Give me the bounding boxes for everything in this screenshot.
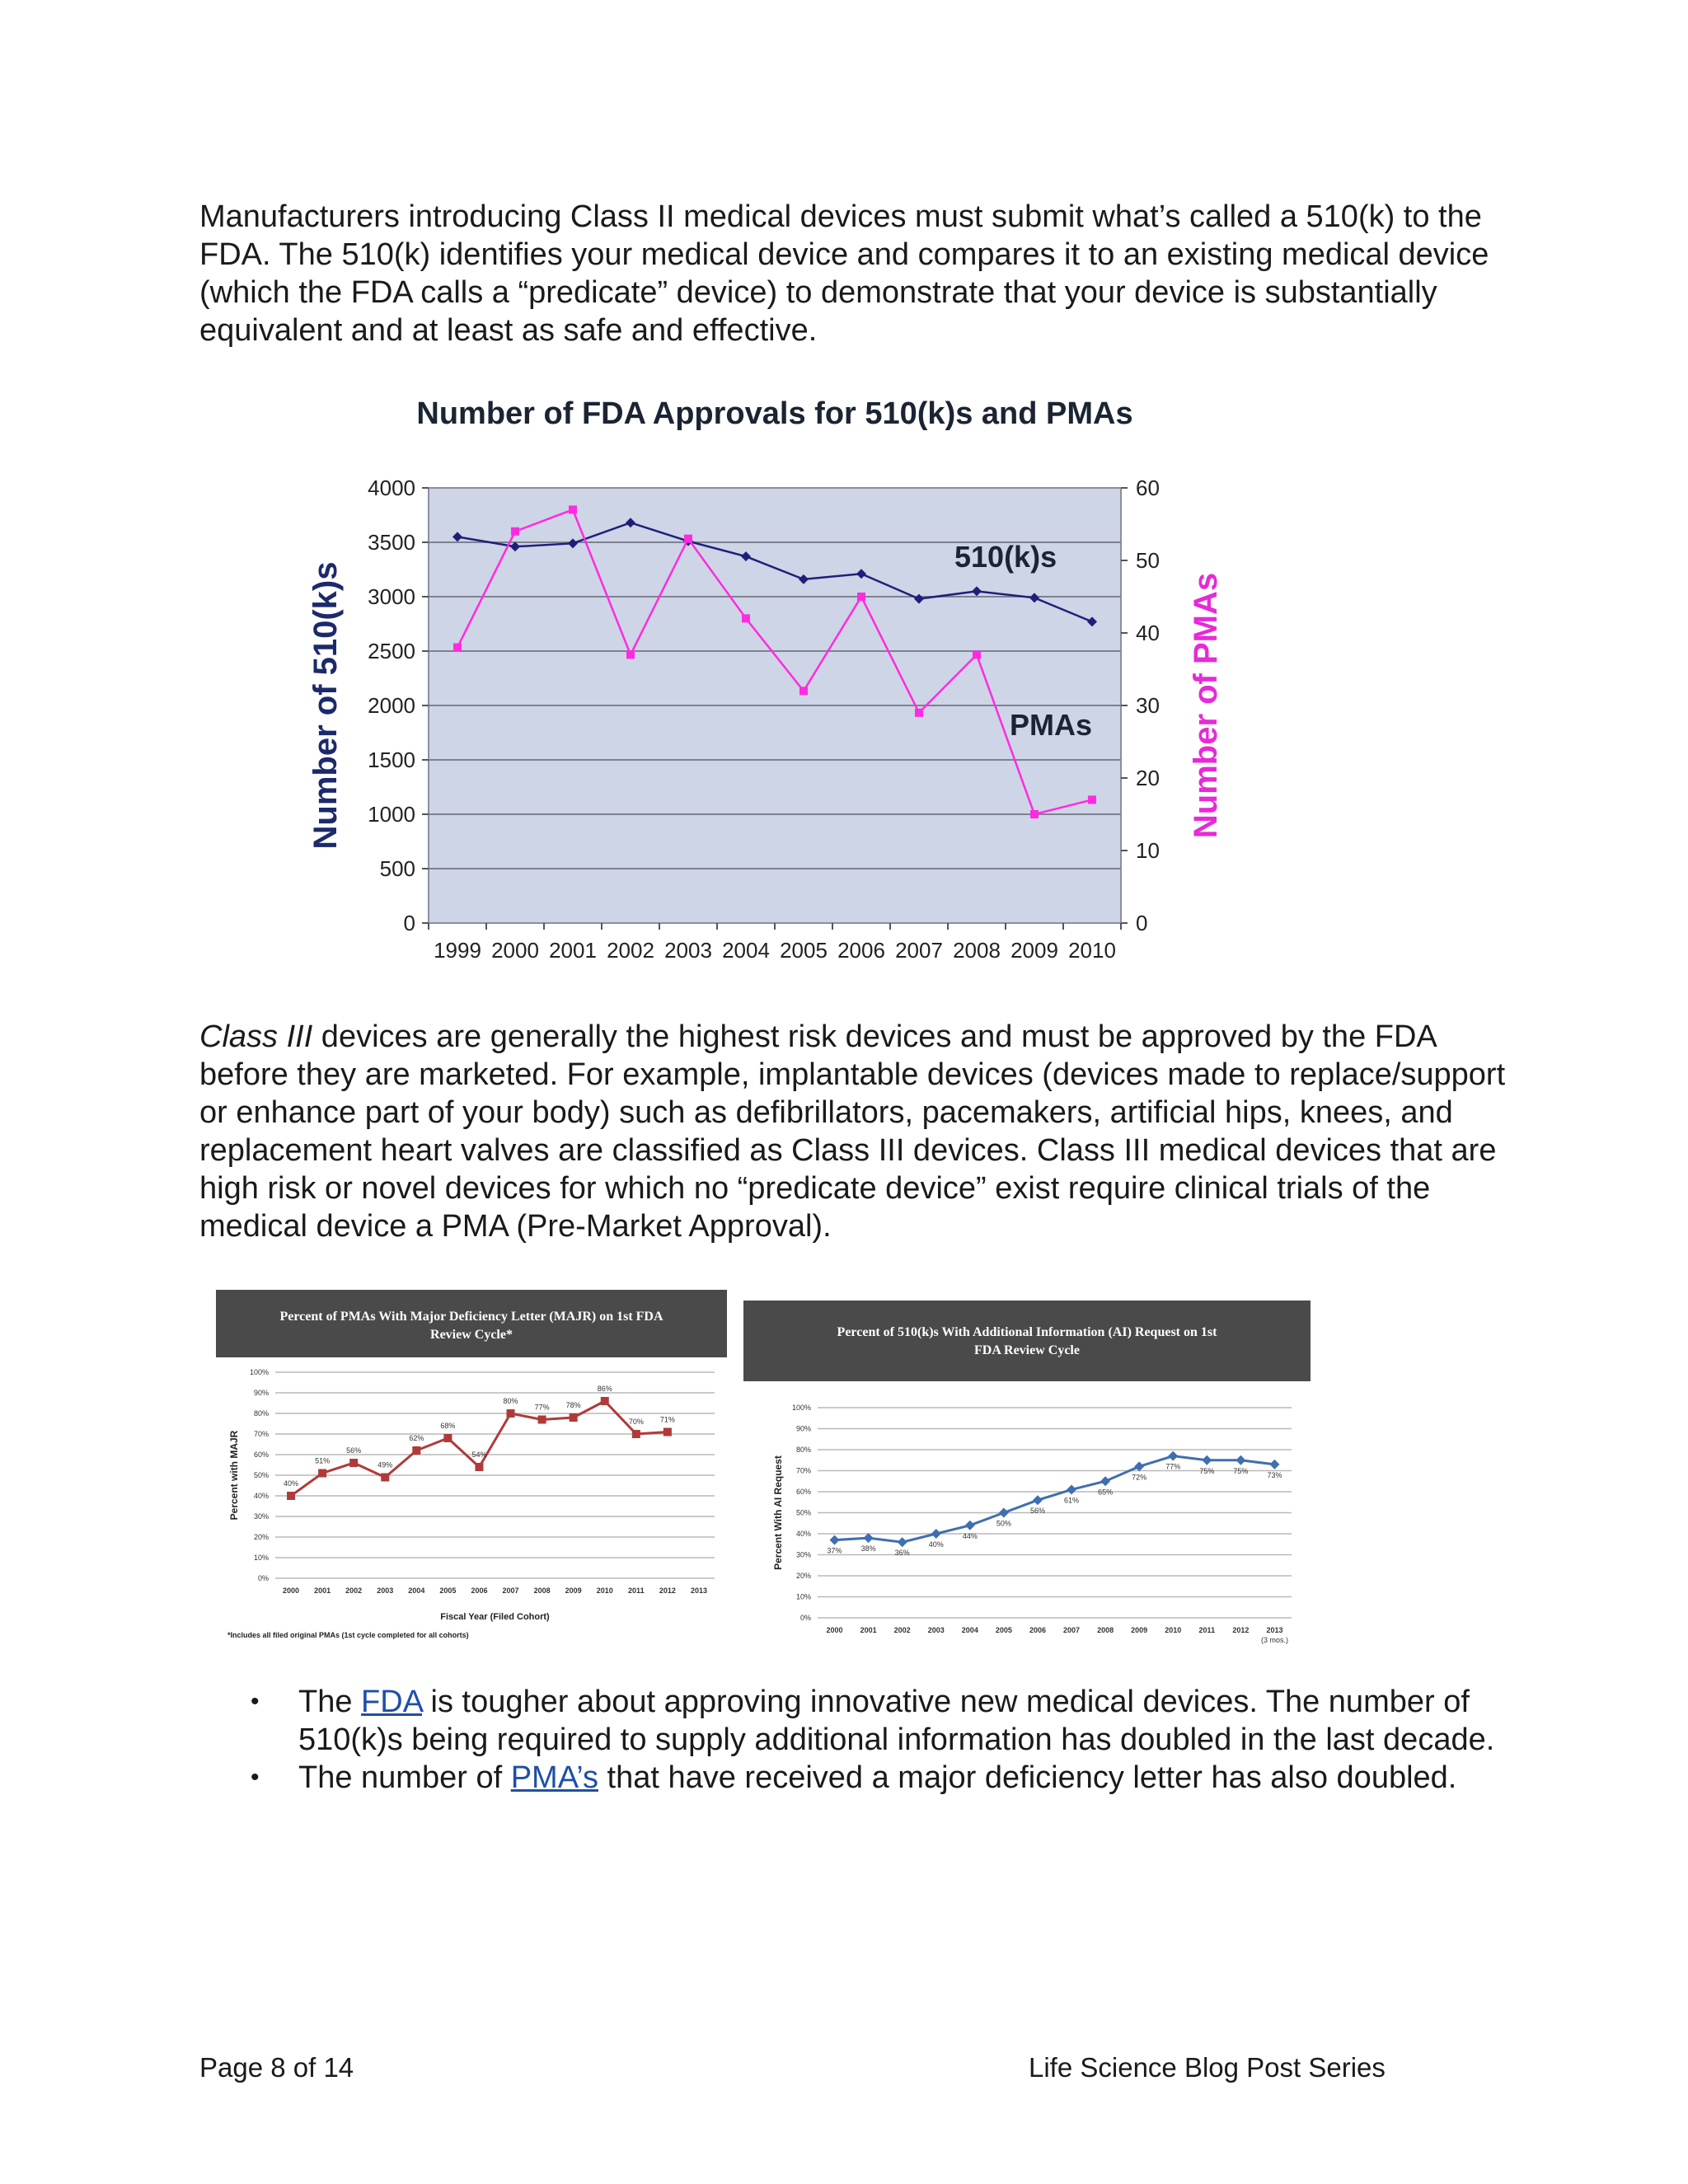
left-axis-label: Number of 510(k)s <box>307 561 344 850</box>
x-axis-tick-label: 2013 <box>1266 1626 1283 1634</box>
left-axis-tick-label: 3000 <box>368 584 415 609</box>
data-label: 56% <box>346 1446 362 1455</box>
data-point <box>1134 1461 1144 1471</box>
chart-title-banner <box>743 1301 1311 1381</box>
bullet-text-after: that have received a major deficiency letter has also doubled. <box>598 1760 1457 1795</box>
data-label: 61% <box>1064 1496 1080 1505</box>
510k-series-label: 510(k)s <box>954 540 1057 574</box>
x-axis-tick-label: 2002 <box>893 1626 911 1634</box>
x-axis-tick-label: 2013 <box>690 1586 707 1595</box>
x-axis-tick-label: 2009 <box>565 1586 582 1595</box>
x-axis-tick-label: 2000 <box>826 1626 843 1634</box>
right-axis-tick-label: 10 <box>1136 838 1160 863</box>
y-axis-tick-label: 40% <box>253 1492 269 1500</box>
class3-text: devices are generally the highest risk devices and must be approved by the FDA before they are marketed. For example, implantable devices (devices made to replace/support or enhance part of your body) such as defibrillators, pacemakers, artificial hips, knees, and replacement heart valves are classified as Class III devices. Class III medical devices that are high risk or novel devices for which no “predicate device” exist require clinical trials of the medical device a PMA (Pre-Market Approval). <box>199 1019 1506 1244</box>
pma-data-point <box>569 505 577 513</box>
data-label: 38% <box>860 1544 876 1554</box>
data-label: 36% <box>894 1549 910 1558</box>
data-label: 86% <box>597 1385 612 1393</box>
data-point <box>931 1529 941 1539</box>
chart-title: Percent of 510(k)s With Additional Information (AI) Request on 1st FDA Review Cycle <box>837 1325 1217 1357</box>
data-label: 75% <box>1199 1466 1215 1475</box>
x-axis-tick-label: 2012 <box>659 1586 676 1595</box>
x-axis-tick-label: 2011 <box>1198 1626 1216 1634</box>
bullet-text-before: The number of <box>298 1760 511 1795</box>
data-point <box>1033 1495 1043 1505</box>
bullet-item <box>199 1759 1502 1797</box>
x-axis-tick-label: 2010 <box>1165 1626 1182 1634</box>
class3-paragraph <box>199 1018 1518 1245</box>
x-axis-tick-label: 2010 <box>596 1586 613 1595</box>
x-axis-tick-label: 2000 <box>491 938 539 963</box>
x-axis-tick-label: 2004 <box>961 1626 978 1634</box>
data-label: 75% <box>1233 1466 1249 1475</box>
y-axis-tick-label: 100% <box>249 1368 269 1376</box>
data-label: 40% <box>928 1540 944 1549</box>
x-axis-tick-label: 2008 <box>533 1586 551 1595</box>
class3-lead: Class III <box>199 1019 313 1054</box>
pma-link[interactable]: PMA’s <box>510 1760 598 1795</box>
x-axis-tick-label: 2003 <box>664 938 712 963</box>
intro-paragraph: Manufacturers introducing Class II medical devices must submit what’s called a 510(k) to the FDA. The 510(k) identifies your medical device and compares it to an existing medical device (which the FDA calls a “predicate” device) to demonstrate that your device is substantially equivalent and at least as safe and effective. <box>199 199 1489 348</box>
data-label: 77% <box>534 1403 550 1412</box>
y-axis-tick-label: 80% <box>795 1446 811 1454</box>
x-axis-tick-label: 2008 <box>953 938 1001 963</box>
footer-series-title: Life Science Blog Post Series <box>1029 2052 1386 2083</box>
data-point <box>381 1474 389 1482</box>
data-label: 70% <box>628 1418 644 1426</box>
data-label: 77% <box>1165 1462 1181 1471</box>
data-label: 72% <box>1132 1473 1147 1482</box>
chart-title-banner <box>216 1290 727 1357</box>
x-axis-tick-label: 2002 <box>607 938 654 963</box>
right-axis-label: Number of PMAs <box>1188 572 1224 839</box>
x-axis-tick-label: 1999 <box>434 938 481 963</box>
right-axis-tick-label: 50 <box>1136 548 1160 573</box>
x-axis-tick-label: 2005 <box>780 938 828 963</box>
data-point <box>475 1463 483 1471</box>
data-label: 68% <box>440 1422 456 1430</box>
left-axis-tick-label: 1000 <box>368 802 415 827</box>
data-label: 62% <box>409 1434 424 1442</box>
data-label: 54% <box>471 1451 487 1459</box>
pma-series-label: PMAs <box>1010 708 1093 742</box>
data-point <box>1236 1455 1245 1465</box>
y-axis-tick-label: 60% <box>795 1488 811 1496</box>
pma-data-point <box>742 614 750 622</box>
y-axis-label: Percent with MAJR <box>228 1430 240 1521</box>
page-number: Page 8 of 14 <box>199 2052 354 2083</box>
y-axis-label: Percent With AI Request <box>772 1455 784 1570</box>
x-axis-tick-label: 2009 <box>1131 1626 1148 1634</box>
x-axis-label: Fiscal Year (Filed Cohort) <box>440 1612 550 1622</box>
y-axis-tick-label: 90% <box>795 1424 811 1433</box>
right-axis-tick-label: 0 <box>1136 911 1148 935</box>
right-axis-tick-label: 60 <box>1136 476 1160 500</box>
chart-title: Number of FDA Approvals for 510(k)s and PMAs <box>416 396 1133 431</box>
left-axis-tick-label: 500 <box>379 856 415 881</box>
approvals-chart <box>297 387 1253 981</box>
y-axis-tick-label: 20% <box>795 1572 811 1580</box>
data-point <box>1100 1476 1110 1486</box>
x-axis-tick-label: 2006 <box>837 938 885 963</box>
y-axis-tick-label: 10% <box>253 1554 269 1562</box>
data-point <box>443 1434 452 1442</box>
x-axis-tick-label: 2005 <box>439 1586 457 1595</box>
x-axis-tick-label: 2002 <box>345 1586 363 1595</box>
x-axis-tick-label: 2003 <box>927 1626 945 1634</box>
data-point <box>830 1535 840 1545</box>
y-axis-tick-label: 30% <box>795 1550 811 1559</box>
data-point <box>1202 1455 1212 1465</box>
x-axis-tick-label: 2010 <box>1068 938 1116 963</box>
data-point <box>965 1521 975 1530</box>
pma-data-point <box>973 650 981 658</box>
right-axis-tick-label: 40 <box>1136 621 1160 645</box>
majr-chart <box>216 1290 727 1648</box>
pma-data-point <box>453 644 462 652</box>
data-label: 80% <box>503 1397 518 1405</box>
pma-data-point <box>626 650 635 658</box>
data-point <box>864 1533 874 1543</box>
y-axis-tick-label: 40% <box>795 1530 811 1538</box>
x-axis-tick-label: 2007 <box>1063 1626 1081 1634</box>
pma-data-point <box>915 709 923 717</box>
x-axis-tick-label: 2008 <box>1097 1626 1114 1634</box>
data-point <box>999 1508 1009 1518</box>
data-label: 50% <box>996 1519 1011 1528</box>
data-label: 78% <box>565 1401 581 1409</box>
data-label: 44% <box>962 1531 978 1540</box>
y-axis-tick-label: 10% <box>795 1592 811 1601</box>
left-axis-tick-label: 1500 <box>368 748 415 772</box>
data-point <box>538 1416 546 1424</box>
bullet-text-after: is tougher about approving innovative new medical devices. The number of 510(k)s being required to supply additional information has doubled in the last decade. <box>298 1685 1495 1757</box>
pma-data-point <box>857 593 865 601</box>
chart-footnote: *Includes all filed original PMAs (1st cycle completed for all cohorts) <box>227 1631 469 1639</box>
y-axis-tick-label: 50% <box>253 1471 269 1479</box>
y-axis-tick-label: 70% <box>253 1430 269 1438</box>
data-label: 37% <box>827 1546 842 1555</box>
ai-request-chart <box>743 1301 1311 1648</box>
x-axis-tick-label: 2006 <box>471 1586 488 1595</box>
left-axis-tick-label: 3500 <box>368 530 415 555</box>
pma-data-point <box>1030 810 1039 818</box>
bullet-list <box>199 1683 1502 1797</box>
bullet-item <box>199 1683 1502 1759</box>
y-axis-tick-label: 90% <box>253 1389 269 1397</box>
x-axis-tick-label: 2005 <box>995 1626 1012 1634</box>
x-axis-tick-label: 2012 <box>1232 1626 1250 1634</box>
x-axis-tick-label: 2004 <box>408 1586 425 1595</box>
bullet-marker: • <box>251 1764 260 1791</box>
x-axis-tick-label: 2009 <box>1010 938 1058 963</box>
pma-data-point <box>799 687 808 695</box>
y-axis-tick-label: 30% <box>253 1512 269 1521</box>
data-point <box>663 1428 672 1436</box>
x-axis-tick-label: 2001 <box>549 938 597 963</box>
data-label: 51% <box>315 1456 331 1465</box>
data-label: 71% <box>659 1415 675 1424</box>
data-label: 56% <box>1029 1507 1045 1516</box>
pma-data-point <box>1088 795 1096 804</box>
x-axis-tick-label: 2007 <box>502 1586 519 1595</box>
data-point <box>601 1397 609 1405</box>
y-axis-tick-label: 100% <box>791 1404 811 1412</box>
data-label: 40% <box>284 1479 299 1488</box>
bullet-text-before: The <box>298 1685 362 1719</box>
x-axis-tick-label: 2000 <box>283 1586 300 1595</box>
pma-data-point <box>684 535 692 543</box>
chart-title: Percent of PMAs With Major Deficiency Letter (MAJR) on 1st FDA Review Cycle* <box>279 1310 663 1342</box>
bullet-marker: • <box>251 1688 260 1715</box>
data-point <box>349 1459 358 1467</box>
y-axis-tick-label: 50% <box>795 1508 811 1517</box>
data-point <box>287 1492 295 1500</box>
x-axis-tick-label: 2001 <box>860 1626 877 1634</box>
data-label: 73% <box>1267 1470 1282 1479</box>
x-axis-tick-label: 2007 <box>895 938 943 963</box>
data-point <box>632 1430 640 1438</box>
y-axis-tick-label: 20% <box>253 1533 269 1541</box>
x-axis-tick-label: 2006 <box>1029 1626 1046 1634</box>
x-axis-tick-label: 2001 <box>314 1586 331 1595</box>
data-point <box>412 1446 420 1455</box>
data-point <box>318 1469 326 1478</box>
y-axis-tick-label: 60% <box>253 1451 269 1459</box>
x-axis-note: (3 mos.) <box>1260 1636 1288 1644</box>
data-point <box>898 1537 907 1547</box>
data-point <box>1269 1460 1279 1469</box>
data-label: 49% <box>377 1460 393 1469</box>
data-point <box>507 1409 515 1418</box>
left-axis-tick-label: 4000 <box>368 476 415 500</box>
data-point <box>1067 1484 1076 1494</box>
y-axis-tick-label: 80% <box>253 1409 269 1418</box>
left-axis-tick-label: 2500 <box>368 639 415 663</box>
left-axis-tick-label: 2000 <box>368 693 415 718</box>
y-axis-tick-label: 0% <box>257 1574 269 1582</box>
right-axis-tick-label: 30 <box>1136 693 1160 718</box>
x-axis-tick-label: 2003 <box>377 1586 394 1595</box>
y-axis-tick-label: 0% <box>799 1614 811 1622</box>
data-point <box>570 1413 578 1422</box>
y-axis-tick-label: 70% <box>795 1466 811 1475</box>
data-label: 65% <box>1098 1488 1114 1497</box>
right-axis-tick-label: 20 <box>1136 766 1160 790</box>
data-point <box>1168 1451 1178 1461</box>
x-axis-tick-label: 2004 <box>722 938 770 963</box>
pma-data-point <box>511 527 519 536</box>
fda-link[interactable]: FDA <box>361 1685 422 1719</box>
left-axis-tick-label: 0 <box>403 911 415 935</box>
x-axis-tick-label: 2011 <box>628 1586 645 1595</box>
